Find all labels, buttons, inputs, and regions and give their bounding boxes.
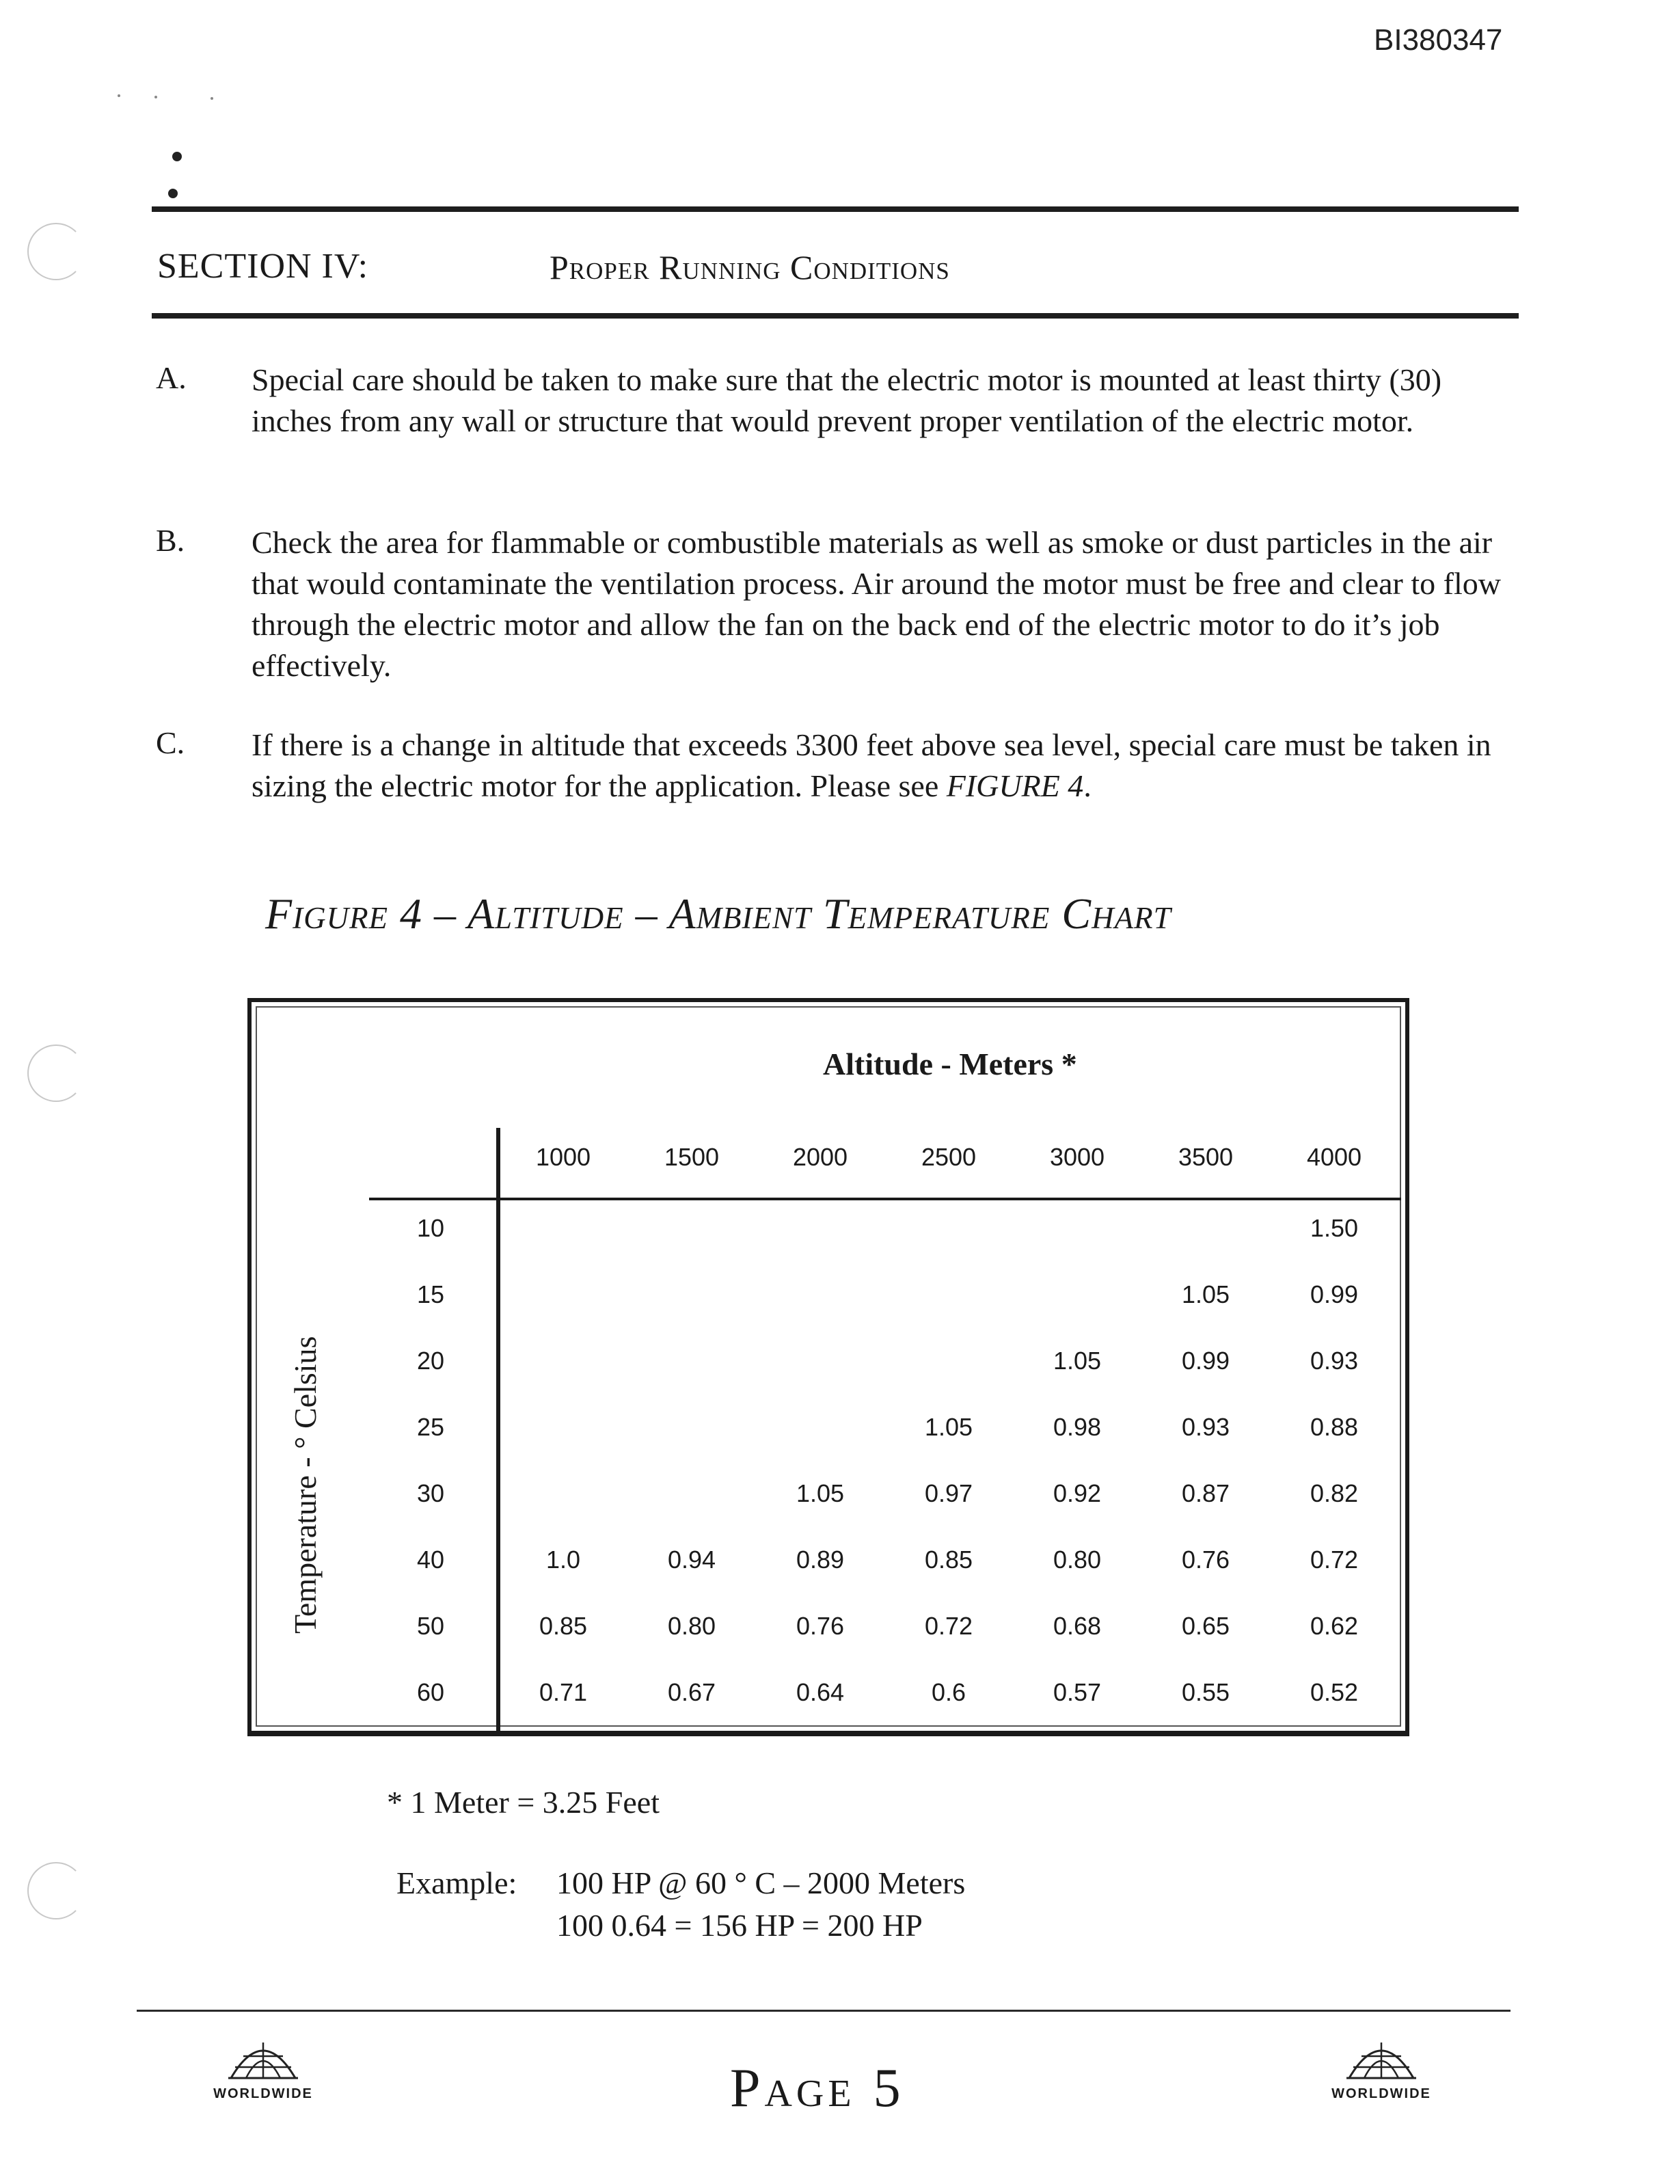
chart-vertical-divider [496, 1128, 500, 1736]
table-cell: 0.62 [1310, 1612, 1359, 1640]
document-id: BI380347 [1374, 23, 1503, 57]
column-header-4000: 4000 [1306, 1143, 1362, 1171]
table-cell: 0.67 [667, 1678, 716, 1706]
table-cell: 0.72 [924, 1612, 973, 1640]
table-cell: 0.93 [1181, 1413, 1230, 1441]
figure-title: Figure 4 – Altitude – Ambient Temperature Chart [265, 889, 1171, 938]
table-cell: 0.94 [667, 1546, 716, 1574]
item-a-letter: A. [156, 360, 187, 395]
scan-speck [118, 94, 120, 97]
item-c-text-end: . [1083, 768, 1092, 803]
table-cell: 0.55 [1181, 1678, 1230, 1706]
row-header-20: 20 [416, 1347, 445, 1375]
section-title: Proper Running Conditions [550, 248, 950, 286]
item-c-letter: C. [156, 725, 185, 760]
table-cell: 1.0 [545, 1546, 581, 1574]
table-cell: 0.80 [667, 1612, 716, 1640]
punch-hole [27, 1862, 85, 1919]
row-header-50: 50 [416, 1612, 445, 1640]
table-cell: 1.05 [1181, 1280, 1230, 1308]
item-b-text: Check the area for flammable or combustible materials as well as smoke or dust particles in the air that would contaminate the ventilation process. Air around the motor must be free and clear to flow through the electric motor and allow the fan on the back end of the electric motor to do it’s job effectively. [252, 525, 1501, 683]
table-cell: 0.92 [1053, 1479, 1102, 1507]
table-cell: 0.57 [1053, 1678, 1102, 1706]
scan-speck [211, 97, 213, 100]
row-header-25: 25 [416, 1413, 445, 1441]
table-cell: 0.6 [931, 1678, 966, 1706]
table-cell: 0.52 [1310, 1678, 1359, 1706]
row-header-10: 10 [416, 1214, 445, 1242]
logo-text: WORLDWIDE [213, 2086, 313, 2101]
item-b-letter: B. [156, 523, 185, 558]
chart-horizontal-divider [369, 1198, 1401, 1200]
bullet-dot [172, 152, 182, 161]
globe-icon [1344, 2037, 1419, 2085]
table-cell: 0.85 [924, 1546, 973, 1574]
table-cell: 0.93 [1310, 1347, 1359, 1375]
punch-hole [27, 223, 85, 280]
example-line-2: 100 0.64 = 156 HP = 200 HP [556, 1908, 923, 1943]
footer-rule [137, 2010, 1510, 2012]
punch-hole [27, 1044, 85, 1102]
example-label: Example: [396, 1865, 517, 1900]
figure-reference: FIGURE 4 [946, 768, 1084, 803]
row-header-40: 40 [416, 1546, 445, 1574]
page-number: Page 5 [730, 2058, 905, 2118]
column-header-1500: 1500 [664, 1143, 720, 1171]
table-cell: 0.87 [1181, 1479, 1230, 1507]
table-cell: 0.88 [1310, 1413, 1359, 1441]
column-header-1000: 1000 [535, 1143, 591, 1171]
table-cell: 1.50 [1310, 1214, 1359, 1242]
column-header-2500: 2500 [921, 1143, 977, 1171]
table-cell: 1.05 [1053, 1347, 1102, 1375]
section-label: SECTION IV: [157, 247, 369, 286]
row-header-15: 15 [416, 1280, 445, 1308]
logo-text: WORLDWIDE [1331, 2086, 1431, 2101]
column-header-3500: 3500 [1178, 1143, 1234, 1171]
table-cell: 0.80 [1053, 1546, 1102, 1574]
row-header-60: 60 [416, 1678, 445, 1706]
chart-row-axis-label: Temperature - ° Celsius [288, 1336, 323, 1634]
header-rule-bottom [152, 313, 1519, 319]
item-c-text [252, 725, 1530, 807]
example-line-1: 100 HP @ 60 ° C – 2000 Meters [556, 1865, 966, 1900]
item-c-text-main: If there is a change in altitude that exceeds 3300 feet above sea level, special care must be taken in sizing the electric motor for the application. Please see [252, 727, 1491, 803]
table-cell: 0.76 [1181, 1546, 1230, 1574]
item-a-text: Special care should be taken to make sure that the electric motor is mounted at least thirty (30) inches from any wall or structure that would prevent proper ventilation of the electric motor. [252, 362, 1442, 438]
table-cell: 0.85 [539, 1612, 588, 1640]
row-header-30: 30 [416, 1479, 445, 1507]
table-cell: 0.68 [1053, 1612, 1102, 1640]
table-cell: 0.97 [924, 1479, 973, 1507]
globe-icon [226, 2037, 301, 2085]
column-header-3000: 3000 [1049, 1143, 1105, 1171]
bullet-dot [168, 189, 178, 198]
table-cell: 1.05 [924, 1413, 973, 1441]
table-cell: 0.98 [1053, 1413, 1102, 1441]
table-cell: 1.05 [796, 1479, 845, 1507]
header-rule-top [152, 206, 1519, 212]
table-cell: 0.76 [796, 1612, 845, 1640]
scan-speck [154, 96, 157, 98]
worldwide-logo-right [1316, 2037, 1446, 2126]
table-cell: 0.64 [796, 1678, 845, 1706]
chart-column-title: Altitude - Meters * [823, 1047, 1077, 1081]
table-cell: 0.72 [1310, 1546, 1359, 1574]
worldwide-logo-left [198, 2037, 328, 2126]
footnote: * 1 Meter = 3.25 Feet [387, 1785, 660, 1820]
table-cell: 0.99 [1181, 1347, 1230, 1375]
table-cell: 0.71 [539, 1678, 588, 1706]
table-cell: 0.99 [1310, 1280, 1359, 1308]
table-cell: 0.65 [1181, 1612, 1230, 1640]
table-cell: 0.82 [1310, 1479, 1359, 1507]
column-header-2000: 2000 [792, 1143, 848, 1171]
table-cell: 0.89 [796, 1546, 845, 1574]
